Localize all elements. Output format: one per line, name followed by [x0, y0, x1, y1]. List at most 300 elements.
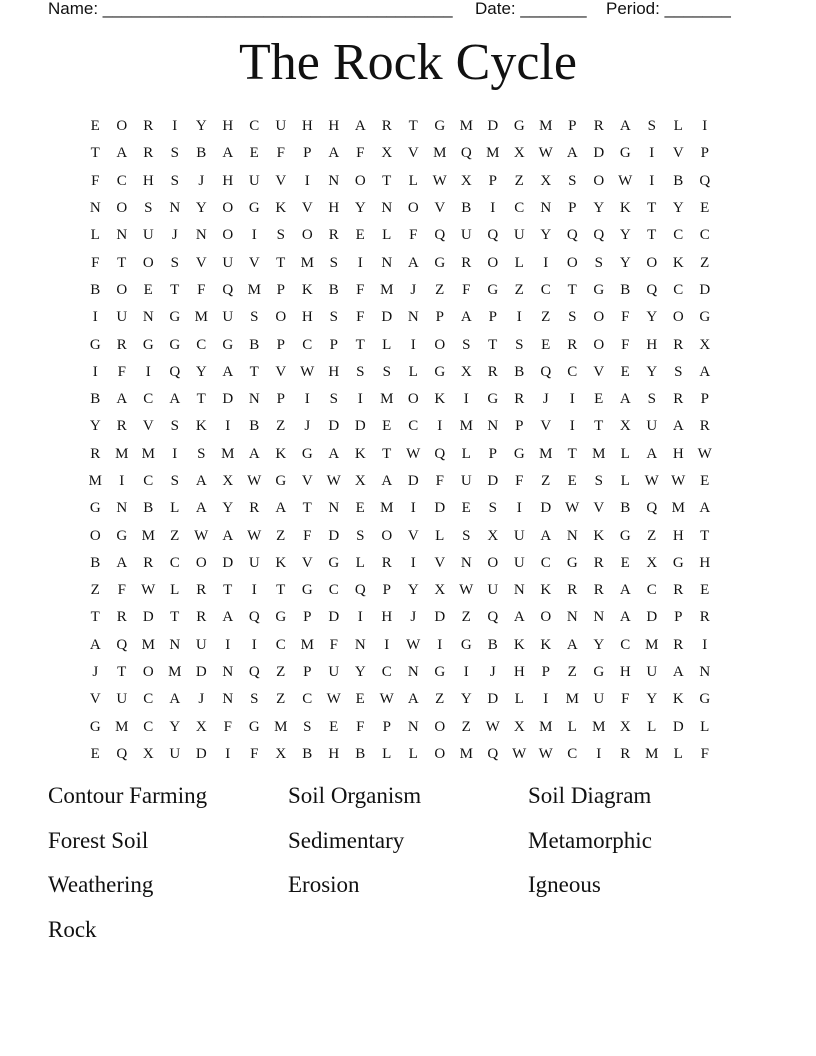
grid-letter[interactable]: N: [328, 172, 340, 189]
grid-letter[interactable]: I: [569, 418, 575, 435]
grid-letter[interactable]: K: [275, 445, 287, 462]
grid-letter[interactable]: I: [569, 391, 575, 408]
grid-letter[interactable]: V: [301, 473, 313, 489]
grid-letter[interactable]: G: [619, 527, 631, 544]
grid-letter[interactable]: K: [275, 554, 287, 571]
grid-letter[interactable]: D: [434, 609, 446, 626]
grid-letter[interactable]: A: [328, 145, 340, 162]
grid-letter[interactable]: D: [222, 554, 234, 571]
grid-letter[interactable]: H: [301, 309, 313, 326]
grid-letter[interactable]: I: [463, 664, 469, 681]
grid-letter[interactable]: Q: [699, 172, 711, 189]
grid-letter[interactable]: F: [621, 309, 630, 326]
grid-letter[interactable]: R: [116, 609, 127, 626]
grid-letter[interactable]: Z: [90, 582, 100, 599]
grid-letter[interactable]: B: [249, 336, 260, 353]
grid-letter[interactable]: M: [168, 664, 182, 681]
grid-letter[interactable]: O: [593, 309, 605, 326]
grid-letter[interactable]: R: [487, 363, 498, 380]
grid-letter[interactable]: M: [486, 145, 500, 162]
grid-letter[interactable]: V: [672, 145, 684, 162]
grid-letter[interactable]: I: [516, 309, 522, 326]
grid-letter[interactable]: B: [514, 363, 525, 380]
grid-letter[interactable]: R: [673, 582, 684, 599]
grid-letter[interactable]: H: [142, 172, 154, 189]
grid-letter[interactable]: I: [251, 636, 257, 653]
grid-letter[interactable]: V: [275, 363, 287, 380]
grid-letter[interactable]: D: [487, 691, 499, 708]
grid-letter[interactable]: O: [487, 554, 499, 571]
grid-letter[interactable]: D: [195, 664, 207, 681]
grid-letter[interactable]: L: [382, 336, 392, 353]
grid-letter[interactable]: M: [380, 391, 394, 408]
grid-letter[interactable]: L: [673, 118, 683, 135]
grid-letter[interactable]: F: [356, 718, 365, 735]
grid-letter[interactable]: U: [513, 554, 525, 571]
grid-letter[interactable]: Q: [487, 745, 499, 762]
grid-letter[interactable]: O: [593, 172, 605, 189]
grid-letter[interactable]: L: [382, 227, 392, 244]
grid-letter[interactable]: T: [90, 145, 100, 162]
grid-letter[interactable]: O: [434, 336, 446, 353]
grid-letter[interactable]: M: [141, 636, 155, 653]
grid-letter[interactable]: V: [248, 254, 260, 271]
grid-letter[interactable]: G: [487, 281, 499, 298]
grid-letter[interactable]: Y: [195, 118, 207, 135]
grid-letter[interactable]: R: [593, 582, 604, 599]
grid-letter[interactable]: M: [88, 473, 102, 489]
grid-letter[interactable]: E: [355, 691, 365, 708]
grid-letter[interactable]: I: [649, 145, 655, 162]
grid-letter[interactable]: R: [593, 554, 604, 571]
grid-letter[interactable]: S: [250, 309, 259, 326]
grid-letter[interactable]: O: [116, 200, 128, 217]
grid-letter[interactable]: P: [568, 118, 577, 135]
grid-letter[interactable]: D: [354, 418, 366, 435]
grid-letter[interactable]: X: [646, 554, 658, 571]
grid-letter[interactable]: N: [566, 609, 578, 626]
grid-letter[interactable]: I: [437, 636, 443, 653]
grid-letter[interactable]: D: [540, 500, 552, 517]
grid-letter[interactable]: E: [355, 500, 365, 517]
grid-letter[interactable]: I: [357, 609, 363, 626]
grid-letter[interactable]: Q: [169, 363, 181, 380]
grid-letter[interactable]: U: [222, 309, 234, 326]
grid-letter[interactable]: T: [408, 118, 418, 135]
grid-letter[interactable]: L: [408, 363, 418, 380]
grid-letter[interactable]: R: [673, 636, 684, 653]
grid-letter[interactable]: W: [406, 445, 421, 462]
grid-letter[interactable]: C: [143, 718, 154, 735]
grid-letter[interactable]: C: [302, 691, 313, 708]
grid-letter[interactable]: W: [141, 582, 156, 599]
grid-letter[interactable]: E: [90, 118, 100, 135]
grid-letter[interactable]: A: [222, 145, 234, 162]
grid-letter[interactable]: G: [593, 281, 605, 298]
grid-letter[interactable]: T: [117, 254, 127, 271]
grid-letter[interactable]: N: [593, 609, 605, 626]
grid-letter[interactable]: B: [461, 200, 472, 217]
grid-letter[interactable]: G: [89, 718, 101, 735]
grid-letter[interactable]: I: [596, 745, 602, 762]
grid-letter[interactable]: K: [593, 527, 605, 544]
grid-letter[interactable]: A: [699, 363, 711, 380]
grid-letter[interactable]: Z: [461, 718, 471, 735]
grid-letter[interactable]: A: [699, 500, 711, 517]
grid-letter[interactable]: I: [543, 254, 549, 271]
grid-letter[interactable]: S: [170, 473, 179, 489]
grid-letter[interactable]: X: [195, 718, 207, 735]
grid-letter[interactable]: I: [437, 418, 443, 435]
grid-letter[interactable]: M: [671, 500, 685, 517]
grid-letter[interactable]: W: [326, 691, 341, 708]
grid-letter[interactable]: M: [592, 718, 606, 735]
grid-letter[interactable]: B: [196, 145, 207, 162]
grid-letter[interactable]: P: [674, 609, 683, 626]
grid-letter[interactable]: P: [700, 145, 709, 162]
grid-letter[interactable]: Z: [276, 691, 286, 708]
grid-letter[interactable]: U: [116, 691, 128, 708]
grid-letter[interactable]: C: [143, 473, 154, 489]
grid-letter[interactable]: G: [619, 145, 631, 162]
grid-letter[interactable]: B: [249, 418, 260, 435]
grid-letter[interactable]: C: [328, 582, 339, 599]
grid-letter[interactable]: S: [594, 473, 603, 489]
grid-letter[interactable]: U: [116, 309, 128, 326]
grid-letter[interactable]: M: [539, 718, 553, 735]
grid-letter[interactable]: Z: [567, 664, 577, 681]
grid-letter[interactable]: G: [699, 309, 711, 326]
grid-letter[interactable]: D: [699, 281, 711, 298]
grid-letter[interactable]: L: [620, 473, 630, 489]
grid-letter[interactable]: E: [249, 145, 259, 162]
grid-letter[interactable]: L: [408, 172, 418, 189]
grid-letter[interactable]: O: [116, 118, 128, 135]
grid-letter[interactable]: T: [170, 609, 180, 626]
grid-letter[interactable]: A: [169, 691, 181, 708]
grid-letter[interactable]: A: [169, 391, 181, 408]
grid-letter[interactable]: R: [249, 500, 260, 517]
grid-letter[interactable]: Y: [407, 582, 419, 599]
grid-letter[interactable]: T: [382, 172, 392, 189]
grid-letter[interactable]: O: [275, 309, 287, 326]
grid-letter[interactable]: G: [89, 500, 101, 517]
grid-letter[interactable]: N: [89, 200, 101, 217]
grid-letter[interactable]: F: [356, 145, 365, 162]
grid-letter[interactable]: I: [516, 500, 522, 517]
grid-letter[interactable]: N: [407, 309, 419, 326]
grid-letter[interactable]: O: [540, 609, 552, 626]
grid-letter[interactable]: S: [515, 336, 524, 353]
grid-letter[interactable]: A: [407, 254, 419, 271]
grid-letter[interactable]: I: [225, 745, 231, 762]
grid-letter[interactable]: F: [223, 718, 232, 735]
grid-letter[interactable]: T: [382, 445, 392, 462]
grid-letter[interactable]: A: [513, 609, 525, 626]
grid-letter[interactable]: D: [381, 309, 393, 326]
grid-letter[interactable]: W: [379, 691, 394, 708]
grid-letter[interactable]: C: [673, 227, 684, 244]
grid-letter[interactable]: Q: [354, 582, 366, 599]
grid-letter[interactable]: P: [435, 309, 444, 326]
grid-letter[interactable]: J: [92, 664, 99, 681]
grid-letter[interactable]: F: [462, 281, 471, 298]
grid-letter[interactable]: C: [408, 418, 419, 435]
grid-letter[interactable]: W: [538, 745, 553, 762]
grid-letter[interactable]: A: [222, 363, 234, 380]
grid-letter[interactable]: M: [459, 118, 473, 135]
grid-letter[interactable]: C: [302, 336, 313, 353]
grid-letter[interactable]: E: [620, 363, 630, 380]
grid-letter[interactable]: E: [541, 336, 551, 353]
grid-letter[interactable]: A: [248, 445, 260, 462]
grid-letter[interactable]: P: [382, 582, 391, 599]
grid-letter[interactable]: A: [566, 145, 578, 162]
grid-letter[interactable]: D: [434, 500, 446, 517]
grid-letter[interactable]: Y: [672, 200, 684, 217]
grid-letter[interactable]: A: [646, 445, 658, 462]
grid-letter[interactable]: S: [170, 418, 179, 435]
grid-letter[interactable]: M: [380, 500, 394, 517]
grid-letter[interactable]: C: [567, 745, 578, 762]
grid-letter[interactable]: I: [251, 227, 257, 244]
grid-letter[interactable]: O: [593, 336, 605, 353]
grid-letter[interactable]: F: [700, 745, 709, 762]
grid-letter[interactable]: O: [354, 172, 366, 189]
grid-letter[interactable]: O: [407, 200, 419, 217]
grid-letter[interactable]: D: [222, 391, 234, 408]
grid-letter[interactable]: S: [170, 145, 179, 162]
grid-letter[interactable]: M: [115, 718, 129, 735]
grid-letter[interactable]: Z: [541, 309, 551, 326]
grid-letter[interactable]: W: [406, 636, 421, 653]
grid-letter[interactable]: T: [117, 664, 127, 681]
grid-letter[interactable]: A: [619, 609, 631, 626]
grid-letter[interactable]: P: [303, 664, 312, 681]
grid-letter[interactable]: T: [276, 254, 286, 271]
grid-letter[interactable]: O: [142, 664, 154, 681]
grid-letter[interactable]: M: [141, 527, 155, 544]
grid-letter[interactable]: N: [407, 718, 419, 735]
grid-letter[interactable]: R: [620, 745, 631, 762]
grid-letter[interactable]: L: [620, 445, 630, 462]
grid-letter[interactable]: B: [620, 281, 631, 298]
grid-letter[interactable]: N: [487, 418, 499, 435]
grid-letter[interactable]: A: [222, 527, 234, 544]
grid-letter[interactable]: L: [382, 745, 392, 762]
grid-letter[interactable]: S: [329, 309, 338, 326]
grid-letter[interactable]: A: [407, 691, 419, 708]
grid-letter[interactable]: Z: [700, 254, 710, 271]
grid-letter[interactable]: H: [699, 554, 711, 571]
grid-letter[interactable]: R: [699, 418, 710, 435]
grid-letter[interactable]: R: [567, 336, 578, 353]
grid-letter[interactable]: Z: [514, 172, 524, 189]
grid-letter[interactable]: T: [196, 391, 206, 408]
grid-letter[interactable]: J: [410, 609, 417, 626]
grid-letter[interactable]: Y: [222, 500, 234, 517]
grid-letter[interactable]: S: [197, 445, 206, 462]
grid-letter[interactable]: K: [434, 391, 446, 408]
grid-letter[interactable]: O: [407, 391, 419, 408]
grid-letter[interactable]: Q: [566, 227, 578, 244]
grid-letter[interactable]: G: [487, 391, 499, 408]
grid-letter[interactable]: E: [594, 391, 604, 408]
grid-letter[interactable]: S: [250, 691, 259, 708]
grid-letter[interactable]: L: [514, 691, 524, 708]
grid-letter[interactable]: S: [568, 172, 577, 189]
grid-letter[interactable]: C: [540, 281, 551, 298]
grid-letter[interactable]: Y: [619, 254, 631, 271]
grid-letter[interactable]: I: [463, 391, 469, 408]
grid-letter[interactable]: H: [222, 172, 234, 189]
grid-letter[interactable]: L: [355, 554, 365, 571]
grid-letter[interactable]: Q: [116, 636, 128, 653]
grid-letter[interactable]: Z: [647, 527, 657, 544]
grid-letter[interactable]: H: [672, 527, 684, 544]
grid-letter[interactable]: A: [672, 418, 684, 435]
grid-letter[interactable]: K: [301, 281, 313, 298]
grid-letter[interactable]: O: [381, 527, 393, 544]
grid-letter[interactable]: K: [540, 582, 552, 599]
grid-letter[interactable]: S: [170, 254, 179, 271]
grid-letter[interactable]: F: [356, 309, 365, 326]
grid-letter[interactable]: R: [116, 418, 127, 435]
grid-letter[interactable]: S: [356, 363, 365, 380]
grid-letter[interactable]: X: [487, 527, 499, 544]
grid-letter[interactable]: T: [488, 336, 498, 353]
grid-letter[interactable]: C: [275, 636, 286, 653]
grid-letter[interactable]: A: [89, 636, 101, 653]
grid-letter[interactable]: E: [329, 718, 339, 735]
grid-letter[interactable]: V: [407, 527, 419, 544]
grid-letter[interactable]: S: [647, 118, 656, 135]
grid-letter[interactable]: O: [116, 281, 128, 298]
grid-letter[interactable]: Z: [276, 418, 286, 435]
grid-letter[interactable]: C: [143, 691, 154, 708]
grid-letter[interactable]: P: [488, 445, 497, 462]
grid-letter[interactable]: F: [621, 336, 630, 353]
grid-letter[interactable]: I: [225, 418, 231, 435]
grid-letter[interactable]: M: [274, 718, 288, 735]
grid-letter[interactable]: U: [646, 418, 658, 435]
grid-letter[interactable]: D: [328, 609, 340, 626]
grid-letter[interactable]: Y: [195, 363, 207, 380]
grid-letter[interactable]: E: [700, 582, 710, 599]
grid-letter[interactable]: E: [567, 473, 577, 489]
grid-letter[interactable]: W: [671, 473, 686, 489]
grid-letter[interactable]: N: [699, 664, 711, 681]
grid-letter[interactable]: J: [198, 691, 205, 708]
grid-letter[interactable]: X: [460, 172, 472, 189]
grid-letter[interactable]: R: [514, 391, 525, 408]
grid-letter[interactable]: H: [328, 745, 340, 762]
grid-letter[interactable]: U: [142, 227, 154, 244]
grid-letter[interactable]: V: [593, 500, 605, 517]
grid-letter[interactable]: C: [620, 636, 631, 653]
grid-letter[interactable]: E: [461, 500, 471, 517]
grid-letter[interactable]: H: [301, 118, 313, 135]
grid-letter[interactable]: G: [169, 309, 181, 326]
grid-letter[interactable]: H: [328, 200, 340, 217]
grid-letter[interactable]: I: [490, 200, 496, 217]
grid-letter[interactable]: V: [89, 691, 101, 708]
grid-letter[interactable]: A: [328, 445, 340, 462]
grid-letter[interactable]: S: [594, 254, 603, 271]
grid-letter[interactable]: R: [196, 609, 207, 626]
grid-letter[interactable]: O: [195, 554, 207, 571]
grid-letter[interactable]: Y: [646, 309, 658, 326]
grid-letter[interactable]: P: [568, 200, 577, 217]
grid-letter[interactable]: A: [619, 582, 631, 599]
grid-letter[interactable]: V: [540, 418, 552, 435]
grid-letter[interactable]: V: [434, 200, 446, 217]
grid-letter[interactable]: O: [487, 254, 499, 271]
grid-letter[interactable]: V: [593, 363, 605, 380]
grid-letter[interactable]: P: [700, 391, 709, 408]
grid-letter[interactable]: L: [673, 745, 683, 762]
grid-letter[interactable]: V: [301, 554, 313, 571]
grid-letter[interactable]: G: [222, 336, 234, 353]
grid-letter[interactable]: M: [300, 636, 314, 653]
grid-letter[interactable]: M: [141, 445, 155, 462]
grid-letter[interactable]: N: [381, 254, 393, 271]
grid-letter[interactable]: Q: [222, 281, 234, 298]
grid-letter[interactable]: O: [672, 309, 684, 326]
grid-letter[interactable]: Q: [646, 500, 658, 517]
grid-letter[interactable]: C: [567, 363, 578, 380]
grid-letter[interactable]: P: [276, 281, 285, 298]
grid-letter[interactable]: W: [194, 527, 209, 544]
grid-letter[interactable]: S: [144, 200, 153, 217]
grid-letter[interactable]: U: [248, 554, 260, 571]
grid-letter[interactable]: I: [251, 582, 257, 599]
grid-letter[interactable]: E: [355, 227, 365, 244]
grid-letter[interactable]: W: [618, 172, 633, 189]
grid-letter[interactable]: S: [276, 227, 285, 244]
grid-letter[interactable]: F: [91, 172, 100, 189]
grid-letter[interactable]: Y: [540, 227, 552, 244]
grid-letter[interactable]: K: [540, 636, 552, 653]
grid-letter[interactable]: M: [539, 118, 553, 135]
grid-letter[interactable]: S: [170, 172, 179, 189]
grid-letter[interactable]: N: [222, 691, 234, 708]
grid-letter[interactable]: W: [512, 745, 527, 762]
grid-letter[interactable]: R: [567, 582, 578, 599]
grid-letter[interactable]: G: [593, 664, 605, 681]
grid-letter[interactable]: P: [303, 145, 312, 162]
grid-letter[interactable]: V: [195, 254, 207, 271]
name-field[interactable]: Name: _____________________________________: [48, 0, 453, 18]
grid-letter[interactable]: F: [303, 527, 312, 544]
grid-letter[interactable]: T: [223, 582, 233, 599]
grid-letter[interactable]: X: [513, 718, 525, 735]
grid-letter[interactable]: Z: [276, 527, 286, 544]
grid-letter[interactable]: K: [354, 445, 366, 462]
grid-letter[interactable]: O: [434, 718, 446, 735]
grid-letter[interactable]: A: [116, 391, 128, 408]
grid-letter[interactable]: L: [170, 500, 180, 517]
grid-letter[interactable]: X: [619, 718, 631, 735]
grid-letter[interactable]: E: [90, 745, 100, 762]
grid-letter[interactable]: R: [143, 145, 154, 162]
grid-letter[interactable]: I: [304, 172, 310, 189]
grid-letter[interactable]: X: [434, 582, 446, 599]
grid-letter[interactable]: U: [195, 636, 207, 653]
grid-letter[interactable]: T: [249, 363, 259, 380]
grid-letter[interactable]: Q: [116, 745, 128, 762]
grid-letter[interactable]: C: [540, 554, 551, 571]
